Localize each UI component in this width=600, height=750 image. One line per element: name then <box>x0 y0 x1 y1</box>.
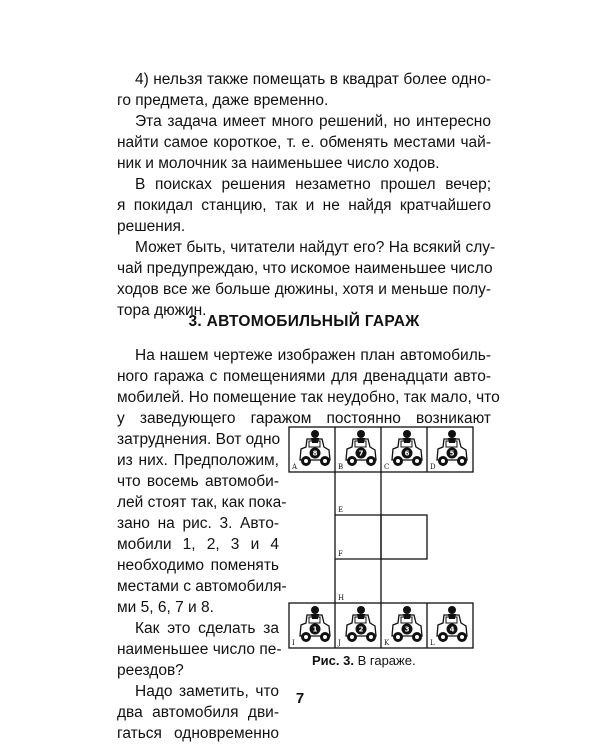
text-line: тора дюжин. <box>117 302 207 319</box>
text-line: Эта задача имеет много решений, но интересно <box>135 113 491 130</box>
text-line: Как это сделать за <box>135 620 279 637</box>
cell-label-h: H <box>338 594 345 602</box>
text-line: найти самое короткое, т. е. обменять местами чай- <box>117 134 491 151</box>
car-number: 2 <box>358 625 364 634</box>
text-line: я покидал станцию, так и не найдя кратчайшего <box>117 197 491 214</box>
text-line: реездов? <box>117 662 184 679</box>
cell-label-c: C <box>384 463 390 471</box>
text-line: необходимо поменять <box>117 557 279 574</box>
text-line: гаться одновременно <box>117 725 279 742</box>
text-line: зано на рис. 3. Авто- <box>117 515 279 532</box>
text-line: чай предупреждаю, что искомое наименьшее число <box>117 260 493 277</box>
section-title: 3. АВТОМОБИЛЬНЫЙ ГАРАЖ <box>188 313 420 330</box>
car-icon <box>437 430 467 466</box>
caption-text: В гараже. <box>357 653 416 668</box>
text-line: из них. Предположим, <box>117 452 279 469</box>
car-icon <box>437 606 467 642</box>
car-icon <box>346 606 376 642</box>
cars <box>300 430 467 642</box>
text-line: затруднения. Вот одно <box>117 431 281 448</box>
garage-intro-block <box>117 345 500 429</box>
cell-label-b: B <box>338 463 344 471</box>
car-number: 4 <box>449 625 455 634</box>
figure-caption <box>312 653 416 668</box>
cell-label-l: L <box>430 639 435 647</box>
text-line: у заведующего гаражом постоянно возникают <box>117 410 491 427</box>
cell-label-i: I <box>292 639 295 647</box>
car-icon <box>346 430 376 466</box>
side-bay-outline <box>381 515 427 559</box>
cell-label-a: A <box>292 463 298 471</box>
text-line: Надо заметить, что <box>135 683 279 700</box>
car-number: 6 <box>404 449 410 458</box>
text-line: наименьшее число пе- <box>117 641 282 658</box>
car-icon <box>392 430 422 466</box>
top-text-block <box>117 69 496 321</box>
text-line: решения. <box>117 218 186 235</box>
text-line: ходов все же больше дюжины, хотя и меньше полу- <box>117 281 492 298</box>
page-number: 7 <box>295 690 305 707</box>
car-number: 3 <box>404 625 410 634</box>
text-line: что восемь автомоби- <box>117 473 279 490</box>
text-line: ного гаража с помещениями для двенадцати авто- <box>117 368 491 385</box>
text-line: мобилей. Но помещение так неудобно, так мало, что <box>117 389 500 406</box>
text-line: го предмета, даже временно. <box>117 92 329 109</box>
text-line: Может быть, читатели найдут его? На всякий слу- <box>135 239 496 256</box>
text-line: 4) нельзя также помещать в квадрат более одно- <box>135 71 491 88</box>
car-number: 8 <box>312 449 318 458</box>
car-number: 1 <box>312 625 318 634</box>
cell-label-j: J <box>338 639 341 647</box>
car-number: 5 <box>449 449 455 458</box>
text-line: два автомобиля дви- <box>117 704 279 721</box>
cell-label-e: E <box>338 506 344 514</box>
garage-diagram <box>288 425 474 655</box>
car-icon <box>392 606 422 642</box>
text-line: ник и молочник за наименьшее число ходов. <box>117 155 440 172</box>
text-line: В поисках решения незаметно прошел вечер; <box>135 176 491 193</box>
cell-label-f: F <box>338 550 343 558</box>
text-line: лей стоят так, как пока- <box>117 494 287 511</box>
car-icon <box>300 606 330 642</box>
text-line: На нашем чертеже изображен план автомобиль- <box>135 347 491 364</box>
cell-label-k: K <box>384 639 390 647</box>
car-icon <box>300 430 330 466</box>
text-line: местами с автомобиля- <box>117 578 287 595</box>
text-line: мобили 1, 2, 3 и 4 <box>117 536 279 553</box>
text-line: ми 5, 6, 7 и 8. <box>117 599 214 616</box>
caption-label: Рис. 3. <box>312 653 354 668</box>
car-number: 7 <box>358 449 364 458</box>
cell-label-d: D <box>430 463 436 471</box>
